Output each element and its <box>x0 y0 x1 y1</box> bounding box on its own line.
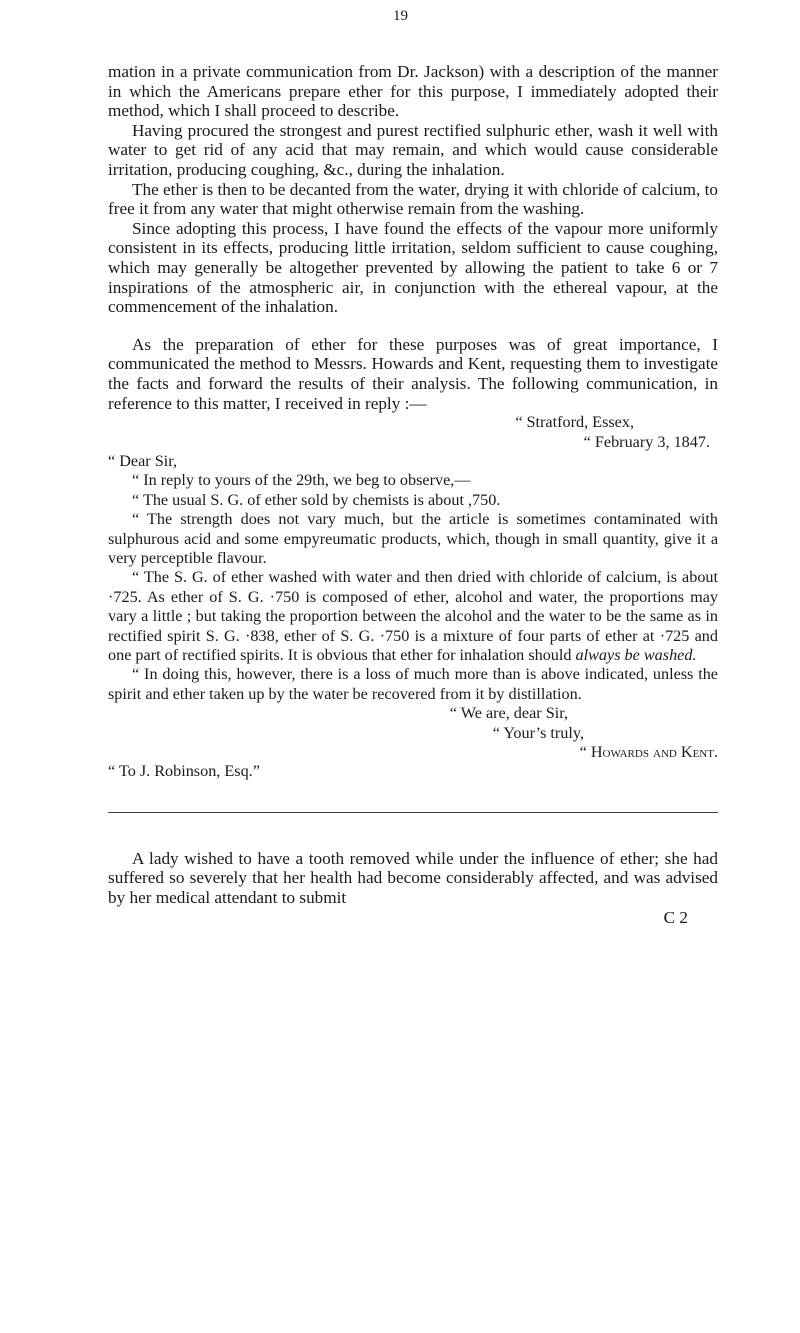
paragraph-continuation: mation in a private communication from Dr. Jackson) with a description of the manner in which the Americans prepare ether for this purpose, I immediately adopted their method, which I shall proceed to describe. <box>108 62 718 121</box>
section-divider <box>108 812 718 813</box>
letter-paragraph: “ The usual S. G. of ether sold by chemists is about ,750. <box>132 490 501 509</box>
letter-block <box>108 413 718 782</box>
letter-closing: “ We are, dear Sir, <box>449 704 568 723</box>
letter-salutation: “ Dear Sir, <box>108 451 178 470</box>
paragraph-results: Since adopting this process, I have found the effects of the vapour more uniformly consistent in its effects, producing little irritation, seldom sufficient to cause coughing, which may generally be altogether prevented by allowing the patient to take 6 or 7 inspirations of the atmospheric air, in conjunction with the ethereal vapour, at the commencement of the inhalation. <box>108 218 718 317</box>
signatory-name: Howards and Kent. <box>590 743 718 761</box>
letter-paragraph: “ In doing this, however, there is a loss of much more than is above indicated, unless the spirit and ether taken up by the water be recovered from it by distillation. <box>108 665 718 703</box>
quote-mark: “ <box>579 743 587 761</box>
page-number: 19 <box>393 8 408 24</box>
page-body <box>108 62 718 927</box>
paragraph-communication: As the preparation of ether for these purposes was of great importance, I communicated the method to Messrs. Howards and Kent, requesting them to investigate the facts and forward the results of their analysis. The following communication, in reference to this matter, I received in reply :— <box>108 334 718 413</box>
paragraph-decanting: The ether is then to be decanted from the water, drying it with chloride of calcium, to free it from any water that might otherwise remain from the washing. <box>108 179 718 219</box>
letter-paragraph: “ In reply to yours of the 29th, we beg to observe,— <box>132 471 471 490</box>
letter-emphasis: always be washed. <box>575 645 697 664</box>
printer-signature: C 2 <box>663 907 688 927</box>
letter-place: “ Stratford, Essex, <box>515 413 634 432</box>
letter-paragraph <box>108 568 718 665</box>
letter-text: “ The S. G. of ether washed with water and then dried with chloride of calcium, is about ·725. As ether of S. G. ·750 is composed of ether, alcohol and water, the proportions may vary a little ; but taking the proportion between the alcohol and the water to be the same as in rectified spirit S. G. ·838, ether of S. G. ·750 is a mixture of four parts of ether at ·725 and one part of rectified spirits. It is obvious that ether for inhalation should <box>108 568 718 664</box>
letter-signatory <box>108 743 718 762</box>
letter-closing: “ Your’s truly, <box>492 723 584 742</box>
letter-date: “ February 3, 1847. <box>583 432 710 451</box>
paragraph-lady-case: A lady wished to have a tooth removed while under the influence of ether; she had suffered so severely that her health had become considerably affected, and was advised by her medical attendant to submit <box>108 848 718 907</box>
letter-addressee: “ To J. Robinson, Esq.” <box>108 762 260 781</box>
letter-paragraph: “ The strength does not vary much, but the article is sometimes contaminated with sulphurous acid and some empyreumatic products, which, though in small quantity, give it a very perceptible flavour. <box>108 510 718 567</box>
paragraph-washing: Having procured the strongest and purest rectified sulphuric ether, wash it well with water to get rid of any acid that may remain, and which would cause considerable irritation, producing coughing, &c., during the inhalation. <box>108 120 718 179</box>
